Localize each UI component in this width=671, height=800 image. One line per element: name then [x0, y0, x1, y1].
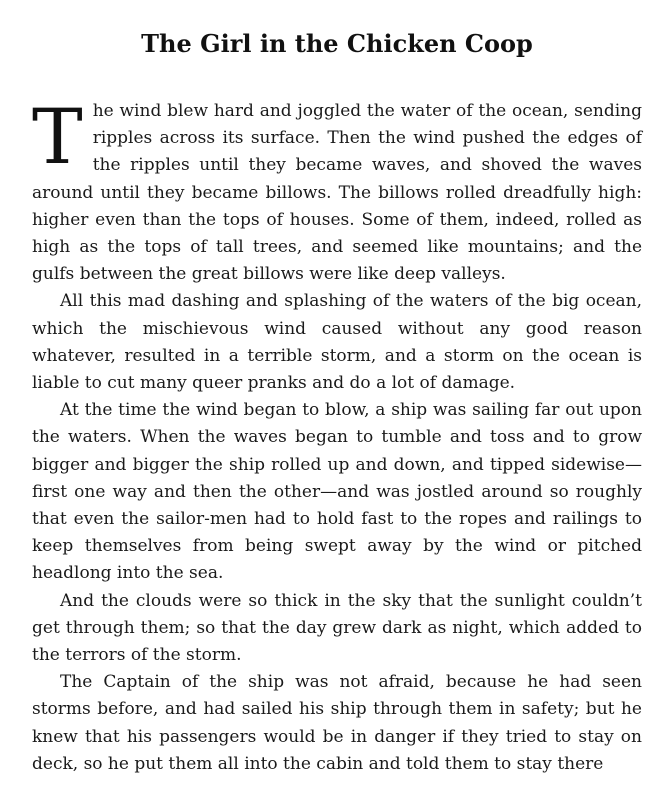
drop-cap-letter: T: [32, 92, 83, 181]
paragraph-3: At the time the wind began to blow, a ship was sailing far out upon the waters. When the waves began to tumble and toss and to grow bigger and bigger the ship rolled up and down, and tipped sidewise—first one way and then the other—and was jostled around so roughly that even the sailor-men had to hold fast to the ropes and railings to keep themselves from being swept away by the wind or pitched headlong into the sea.: [32, 400, 642, 584]
chapter-body: [32, 92, 642, 778]
book-page: [32, 26, 642, 778]
paragraph-2: All this mad dashing and splashing of the waters of the big ocean, which the mischievous wind caused without any good reason whatever, resulted in a terrible storm, and a storm on the ocean is liable to cut many queer pranks and do a lot of damage.: [32, 291, 642, 394]
chapter-title: The Girl in the Chicken Coop: [141, 29, 533, 58]
paragraph-1: [32, 92, 642, 288]
paragraph-5: The Captain of the ship was not afraid, because he had seen storms before, and had sailed his ship through them in safety; but he knew that his passengers would be in danger if they tried to stay on deck, so he put them all into the cabin and told them to stay there: [32, 672, 642, 774]
paragraph-4: And the clouds were so thick in the sky that the sunlight couldn’t get through them; so that the day grew dark as night, which added to the terrors of the storm.: [32, 590, 642, 666]
paragraph-1-text: he wind blew hard and joggled the water of the ocean, sending ripples across its surface. Then the wind pushed the edges of the ripples until they became waves, and shoved the waves around until they became billows. The billows rolled dreadfully high: higher even than the tops of houses. Some of them, indeed, rolled as high as the tops of tall trees, and seemed like mountains; and the gulfs between the great billows were like deep valleys.: [32, 101, 642, 285]
